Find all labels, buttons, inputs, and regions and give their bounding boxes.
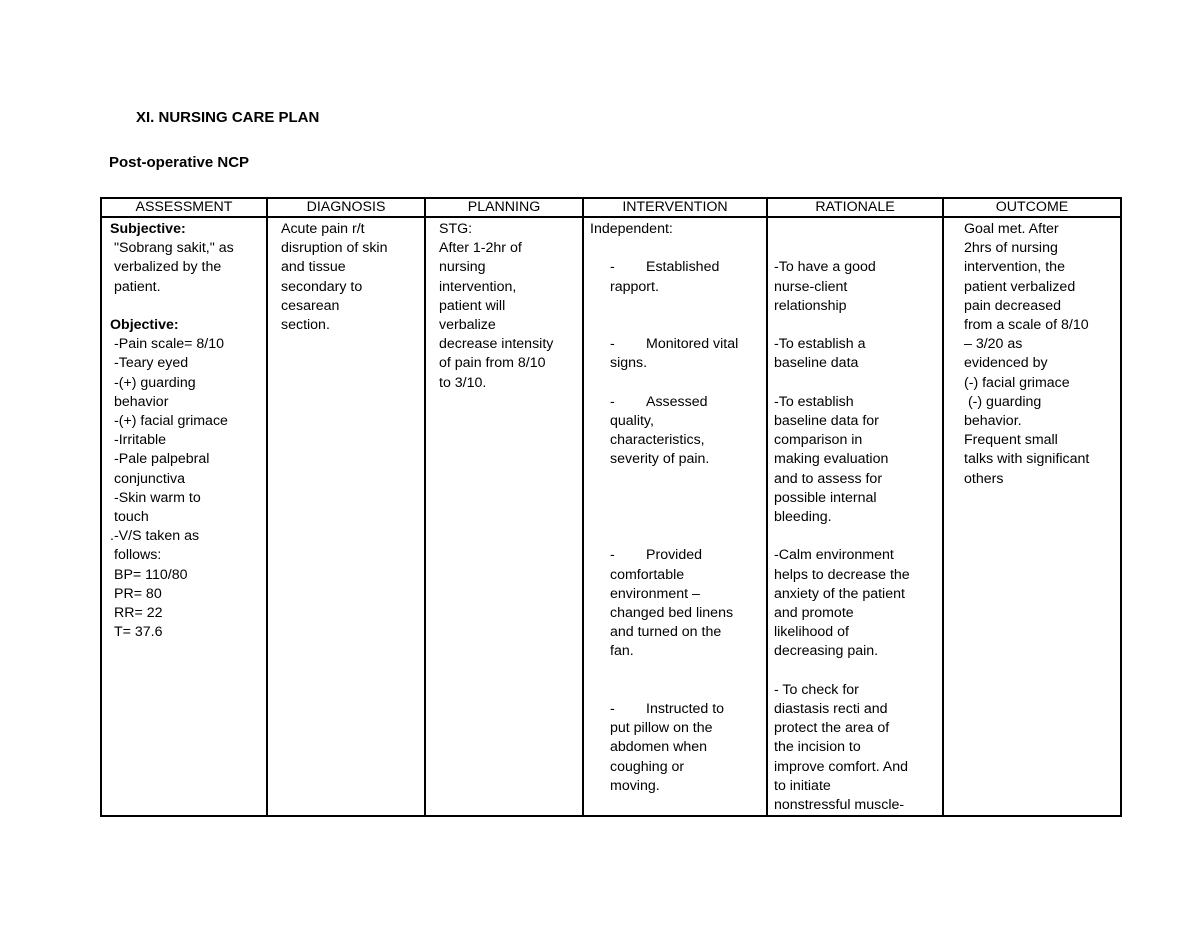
outcome-line: from a scale of 8/10	[964, 317, 1089, 334]
outcome-line: others	[964, 470, 1004, 487]
planning-line: patient will	[439, 297, 506, 314]
planning-line: verbalize	[439, 317, 496, 334]
objective-line: -(+) facial grimace	[114, 413, 228, 430]
planning-line: of pain from 8/10	[439, 355, 546, 372]
subjective-line: patient.	[114, 278, 161, 295]
intervention-heading: Independent:	[590, 221, 673, 237]
rationale-item: -To have a good nurse-client relationship	[774, 259, 876, 314]
outcome-line: pain decreased	[964, 297, 1062, 314]
intervention-item: - Instructed to put pillow on the abdomen when coughing or moving.	[610, 700, 725, 794]
diagnosis-cell	[267, 217, 425, 816]
objective-line: -Skin warm to	[114, 489, 201, 506]
objective-line: behavior	[114, 393, 169, 410]
outcome-line: Goal met. After	[964, 221, 1059, 237]
objective-line: .-V/S taken as	[110, 528, 200, 545]
outcome-line: evidenced by	[964, 355, 1048, 372]
subjective-label: Subjective:	[110, 221, 186, 237]
outcome-line: (-) guarding	[964, 393, 1042, 410]
rationale-item: -Calm environment helps to decrease the anxiety of the patient and promote likelihood of decreasing pain.	[774, 547, 910, 660]
planning-line: to 3/10.	[439, 374, 487, 391]
vital-sign-pr: PR= 80	[114, 585, 162, 602]
rationale-item: -To establish a baseline data	[774, 336, 866, 372]
outcome-line: Frequent small	[964, 432, 1058, 449]
intervention-item: - Assessed quality, characteristics, severity of pain.	[610, 393, 710, 468]
header-rationale: RATIONALE	[767, 198, 943, 217]
header-row	[101, 198, 1121, 217]
planning-line: After 1-2hr of	[439, 240, 522, 257]
diagnosis-line: section.	[281, 317, 330, 334]
header-assessment: ASSESSMENT	[101, 198, 267, 217]
objective-line: -Irritable	[114, 432, 167, 449]
objective-label: Objective:	[110, 317, 179, 333]
vital-sign-temp: T= 37.6	[114, 624, 163, 641]
planning-cell	[425, 217, 583, 816]
assessment-cell	[101, 217, 267, 816]
table-row	[101, 217, 1121, 816]
intervention-item: - Established rapport.	[610, 259, 720, 295]
objective-line: -Teary eyed	[114, 355, 189, 372]
header-intervention: INTERVENTION	[583, 198, 767, 217]
planning-line: STG:	[439, 221, 473, 237]
vital-sign-bp: BP= 110/80	[114, 566, 188, 583]
diagnosis-line: and tissue	[281, 259, 346, 276]
rationale-item: - To check for diastasis recti and protect the area of the incision to improve comfort. And to initiate nonstressful muscle-	[774, 681, 909, 813]
nursing-care-plan-table	[100, 197, 1122, 817]
intervention-item: - Monitored vital signs.	[610, 336, 739, 372]
subjective-line: "Sobrang sakit," as	[114, 240, 234, 257]
outcome-line: (-) facial grimace	[964, 374, 1070, 391]
header-outcome: OUTCOME	[943, 198, 1121, 217]
objective-line: follows:	[114, 547, 162, 564]
vital-sign-rr: RR= 22	[114, 605, 163, 622]
intervention-cell	[583, 217, 767, 816]
header-planning: PLANNING	[425, 198, 583, 217]
outcome-line: – 3/20 as	[964, 336, 1023, 353]
planning-line: decrease intensity	[439, 336, 554, 353]
outcome-line: intervention, the	[964, 259, 1065, 276]
outcome-line: patient verbalized	[964, 278, 1076, 295]
objective-line: -(+) guarding	[114, 374, 196, 391]
planning-line: intervention,	[439, 278, 517, 295]
objective-line: touch	[114, 509, 149, 526]
diagnosis-line: secondary to	[281, 278, 363, 295]
page-title: XI. NURSING CARE PLAN	[136, 109, 320, 126]
diagnosis-line: cesarean	[281, 297, 340, 314]
objective-line: -Pain scale= 8/10	[114, 336, 225, 353]
outcome-cell	[943, 217, 1121, 816]
diagnosis-line: disruption of skin	[281, 240, 388, 257]
outcome-line: 2hrs of nursing	[964, 240, 1058, 257]
objective-line: -Pale palpebral	[114, 451, 210, 468]
rationale-cell	[767, 217, 943, 816]
outcome-line: behavior.	[964, 413, 1022, 430]
outcome-line: talks with significant	[964, 451, 1090, 468]
header-diagnosis: DIAGNOSIS	[267, 198, 425, 217]
objective-line: conjunctiva	[114, 470, 185, 487]
subjective-line: verbalized by the	[114, 259, 222, 276]
planning-line: nursing	[439, 259, 486, 276]
page-subtitle: Post-operative NCP	[109, 154, 250, 171]
intervention-item: - Provided comfortable environment – changed bed linens and turned on the fan.	[610, 547, 734, 660]
diagnosis-line: Acute pain r/t	[281, 221, 365, 237]
rationale-item: -To establish baseline data for comparison in making evaluation and to assess for possible internal bleeding.	[774, 393, 889, 525]
